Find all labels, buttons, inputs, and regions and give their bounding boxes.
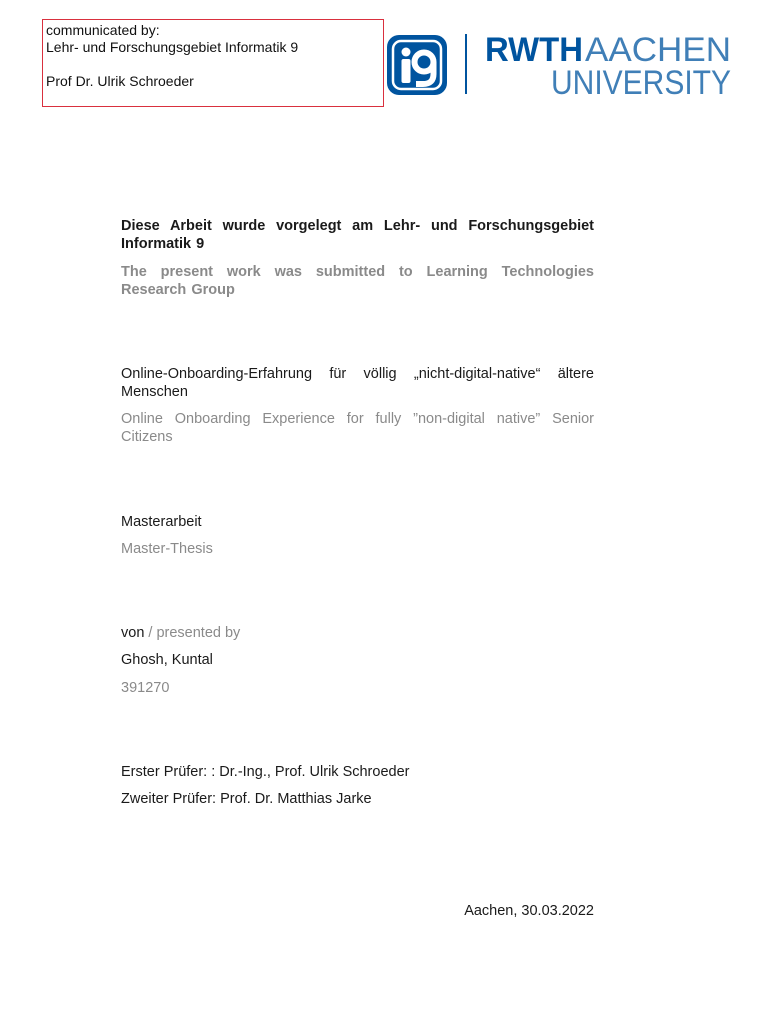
thesis-type-en: Master-Thesis [121,541,213,557]
von-label: von [121,625,145,641]
svg-text:UNIVERSITY: UNIVERSITY [551,64,731,100]
first-examiner: Erster Prüfer: : Dr.-Ing., Prof. Ulrik Schroeder [121,764,410,780]
stamp-institute: Lehr- und Forschungsgebiet Informatik 9 [46,39,299,55]
presented-by-label [121,624,594,642]
thesis-type-de: Masterarbeit [121,514,202,530]
svg-text:AACHEN: AACHEN [585,31,731,69]
stamp-professor: Prof Dr. Ulrik Schroeder [46,73,194,89]
stamp-heading: communicated by: [46,22,160,38]
presented-by-en: / presented by [144,625,241,641]
matriculation-number: 391270 [121,680,170,696]
title-de: Online-Onboarding-Erfahrung für völlig „nicht-digital-native“ ältere Menschen [121,366,594,400]
title-en: Online Onboarding Experience for fully ”non-digital native” Senior Citizens [121,411,594,445]
logo-separator [465,34,467,94]
communicated-by-stamp [42,19,384,107]
submission-en: The present work was submitted to Learning Technologies Research Group [121,264,594,298]
rwth-aachen-logo [485,30,735,100]
place-date: Aachen, 30.03.2022 [464,903,594,919]
submission-de: Diese Arbeit wurde vorgelegt am Lehr- und Forschungsgebiet Informatik 9 [121,218,594,252]
svg-text:RWTH: RWTH [485,31,583,69]
author-name: Ghosh, Kuntal [121,652,213,668]
i9-logo-icon [386,34,448,96]
second-examiner: Zweiter Prüfer: Prof. Dr. Matthias Jarke [121,791,372,807]
